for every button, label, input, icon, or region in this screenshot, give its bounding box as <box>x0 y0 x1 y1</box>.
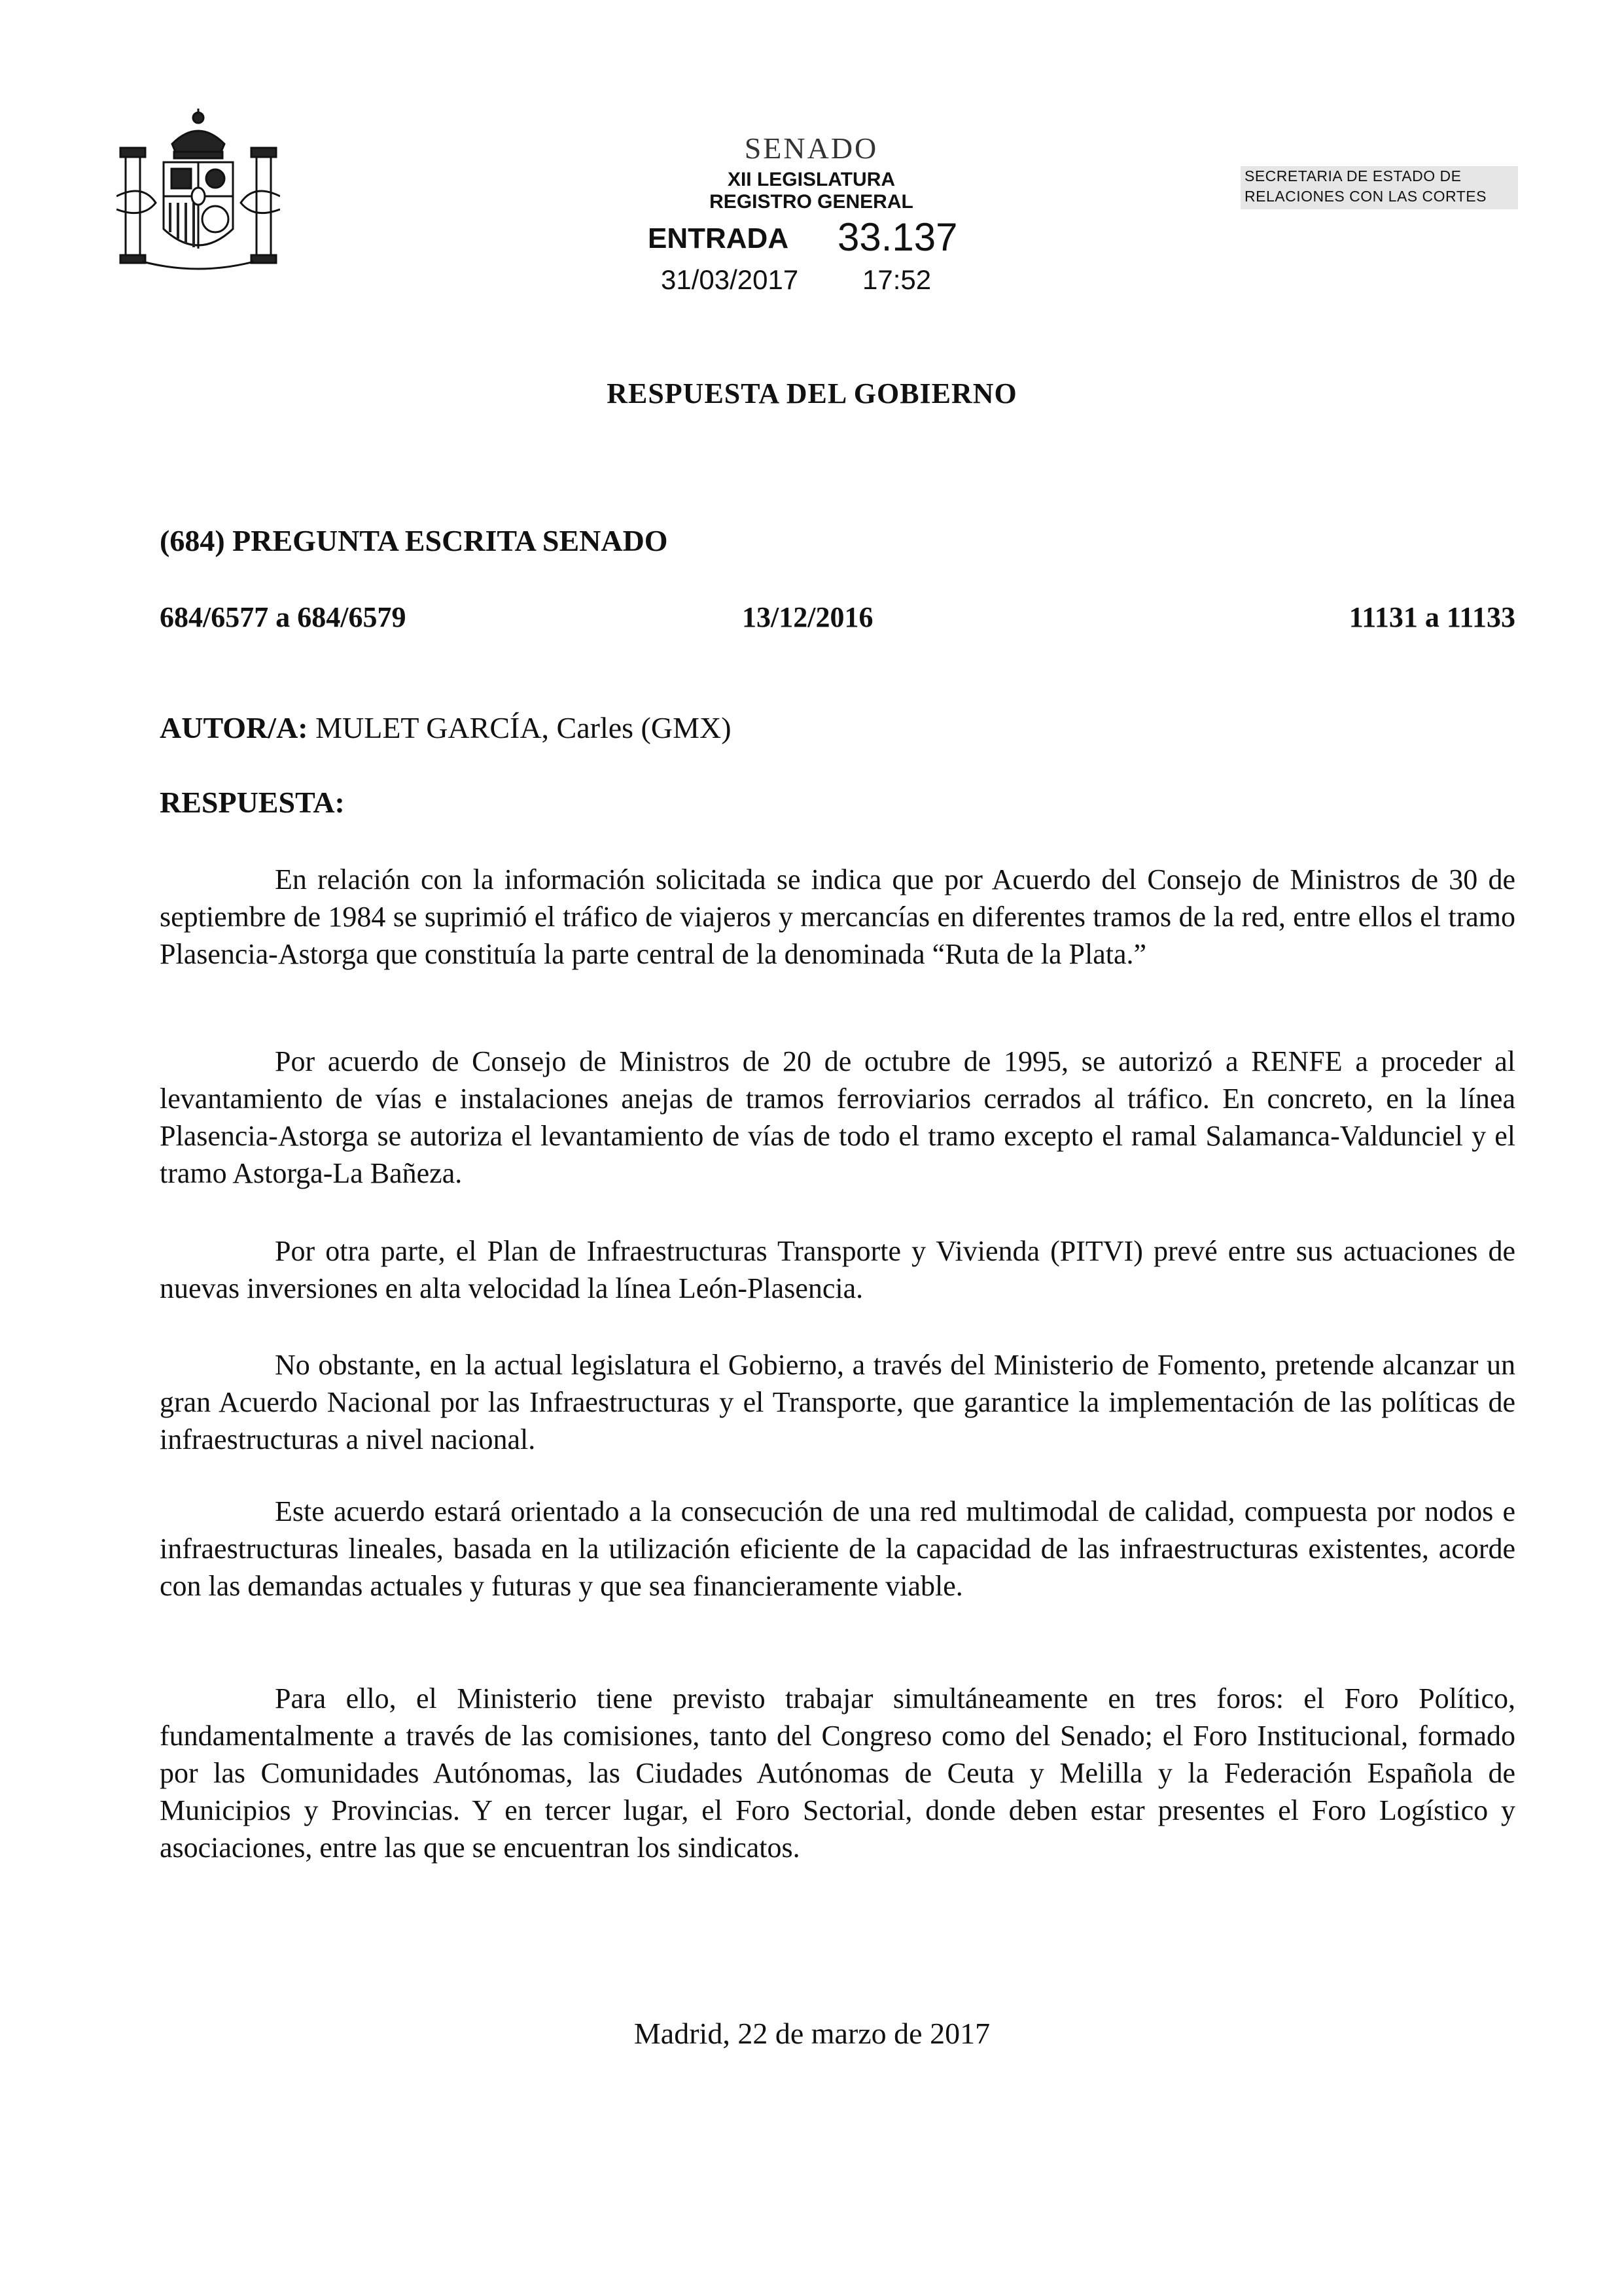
stamp-entry-number: 33.137 <box>838 215 958 259</box>
answer-label: RESPUESTA: <box>160 786 345 819</box>
stamp-date: 31/03/2017 <box>661 264 799 295</box>
author-name: MULET GARCÍA, Carles (GMX) <box>308 711 732 744</box>
stamp-institution: SENADO <box>744 131 879 165</box>
question-date: 13/12/2016 <box>742 601 874 633</box>
closing-place-date: Madrid, 22 de marzo de 2017 <box>633 2017 991 2050</box>
answer-paragraph: En relación con la información solicitada se indica que por Acuerdo del Consejo de Ministros de 30 de septiembre de 1984 se suprimió el tráfico de viajeros y mercancías en diferentes tramos de la red, entre ellos el tramo Plasencia-Astorga que constituía la parte central de la denominada “Ruta de la Plata.” <box>160 863 1515 970</box>
stamp-legislature: XII LEGISLATURA <box>727 169 896 190</box>
stamp-registry: REGISTRO GENERAL <box>709 191 913 213</box>
secretaria-box <box>1241 166 1518 209</box>
answer-paragraph: Este acuerdo estará orientado a la consecución de una red multimodal de calidad, compuesta por nodos e infraestructuras lineales, basada en la utilización eficiente de la capacidad de las infraestructuras existentes, acorde con las demandas actuales y futuras y que sea financieramente viable. <box>160 1495 1515 1602</box>
document-title: RESPUESTA DEL GOBIERNO <box>607 377 1017 409</box>
question-reference: 684/6577 a 684/6579 <box>160 601 406 633</box>
secretaria-line-1: SECRETARIA DE ESTADO DE <box>1244 167 1462 184</box>
coat-of-arms-icon <box>116 105 280 276</box>
registry-range: 11131 a 11133 <box>1349 601 1515 633</box>
answer-paragraph: Por otra parte, el Plan de Infraestructuras Transporte y Vivienda (PITVI) prevé entre sus actuaciones de nuevas inversiones en alta velocidad la línea León-Plasencia. <box>160 1235 1515 1304</box>
answer-paragraph: No obstante, en la actual legislatura el Gobierno, a través del Ministerio de Fomento, pretende alcanzar un gran Acuerdo Nacional por las Infraestructuras y el Transporte, que garantice la implementación de las políticas de infraestructuras a nivel nacional. <box>160 1349 1515 1455</box>
question-type: (684) PREGUNTA ESCRITA SENADO <box>160 524 668 557</box>
answer-paragraph: Para ello, el Ministerio tiene previsto trabajar simultáneamente en tres foros: el Foro Político, fundamentalmente a través de las comisiones, tanto del Congreso como del Senado; el Foro Institucional, formado por las Comunidades Autónomas, las Ciudades Autónomas de Ceuta y Melilla y la Federación Española de Municipios y Provincias. Y en tercer lugar, el Foro Sectorial, donde deben estar presentes el Foro Logístico y asociaciones, entre las que se encuentran los sindicatos. <box>160 1682 1515 1864</box>
author-line <box>160 710 732 745</box>
stamp-time: 17:52 <box>862 264 932 295</box>
stamp-entry-label: ENTRADA <box>648 222 789 254</box>
secretaria-line-2: RELACIONES CON LAS CORTES <box>1244 188 1487 205</box>
author-label: AUTOR/A: <box>160 711 308 744</box>
answer-paragraph: Por acuerdo de Consejo de Ministros de 20 de octubre de 1995, se autorizó a RENFE a proceder al levantamiento de vías e instalaciones anejas de tramos ferroviarios cerrados al tráfico. En concreto, en la línea Plasencia-Astorga se autoriza el levantamiento de vías de todo el tramo excepto el ramal Salamanca-Valdunciel y el tramo Astorga-La Bañeza. <box>160 1045 1515 1189</box>
